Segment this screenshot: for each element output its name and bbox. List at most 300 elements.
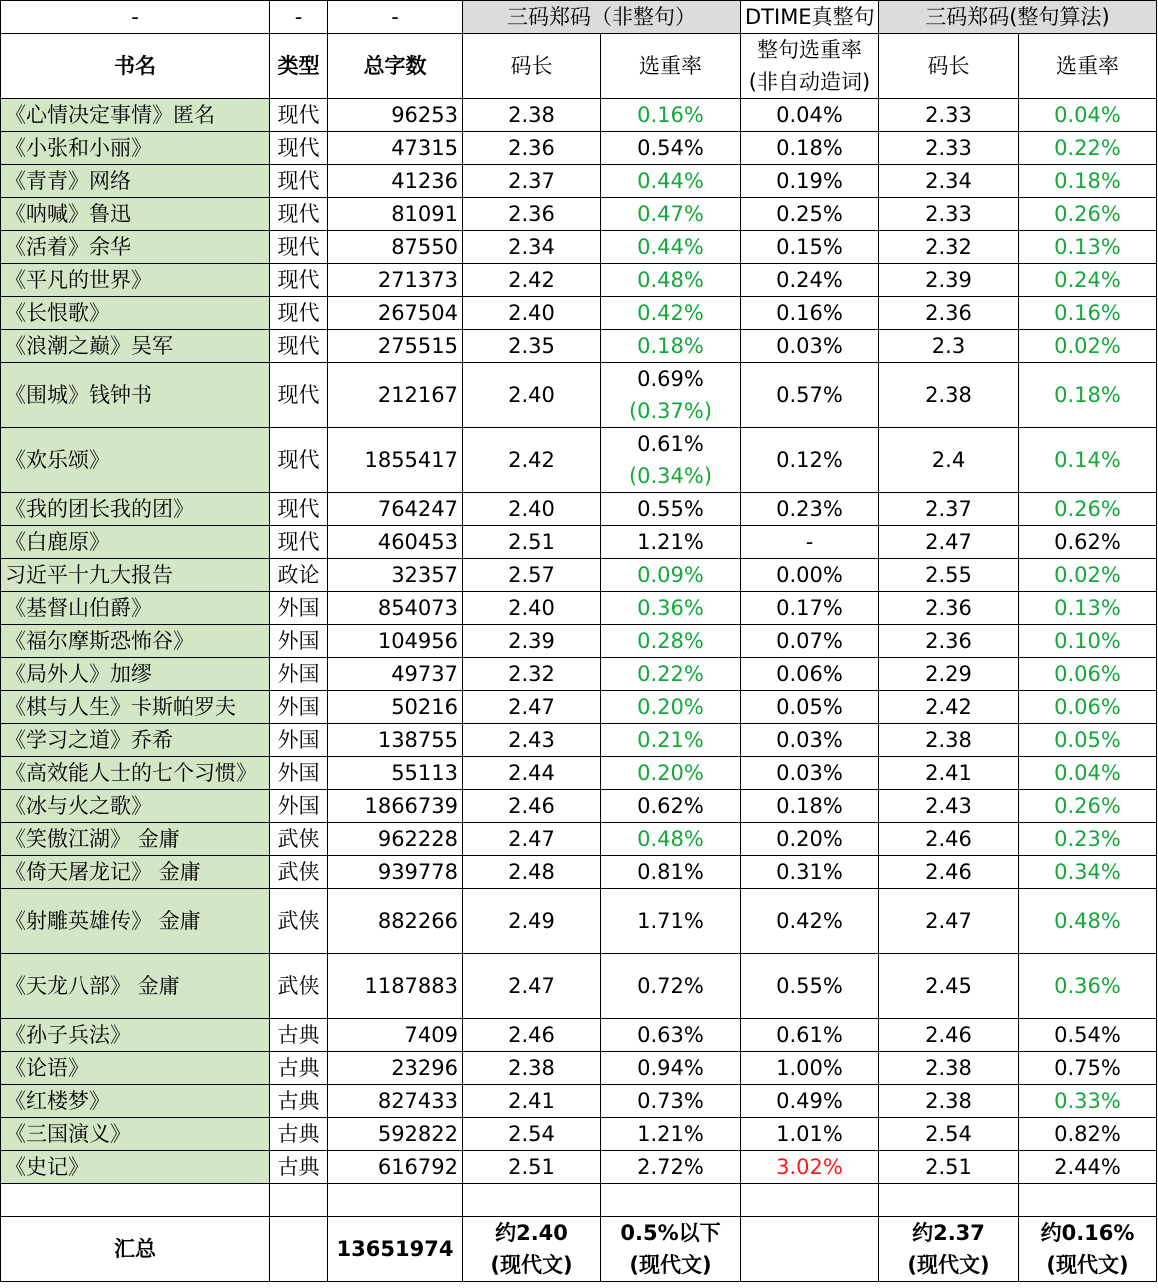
repeat-rate-value: 0.81% bbox=[637, 860, 704, 884]
repeat-rate-cell bbox=[601, 592, 741, 625]
code-length-sentence-cell: 2.37 bbox=[879, 493, 1019, 526]
group-header-dtime: DTIME真整句 bbox=[741, 1, 879, 34]
table-body bbox=[1, 99, 1157, 1184]
repeat-rate-sentence-cell: 0.48% bbox=[1019, 889, 1157, 954]
repeat-rate-value: 0.72% bbox=[637, 974, 704, 998]
code-length-cell: 2.38 bbox=[463, 1052, 601, 1085]
dtime-rate-cell: 3.02% bbox=[741, 1151, 879, 1184]
book-name-cell: 《论语》 bbox=[1, 1052, 270, 1085]
header-repeat-rate: 选重率 bbox=[601, 34, 741, 99]
type-cell: 现代 bbox=[270, 428, 328, 493]
table-row bbox=[1, 132, 1157, 165]
code-length-sentence-cell: 2.46 bbox=[879, 823, 1019, 856]
char-count-cell: 32357 bbox=[328, 559, 463, 592]
table-row bbox=[1, 691, 1157, 724]
code-length-sentence-cell: 2.38 bbox=[879, 1085, 1019, 1118]
code-length-sentence-cell: 2.3 bbox=[879, 330, 1019, 363]
dtime-rate-cell: 0.17% bbox=[741, 592, 879, 625]
book-name-cell: 《天龙八部》 金庸 bbox=[1, 954, 270, 1019]
book-name-cell: 《倚天屠龙记》 金庸 bbox=[1, 856, 270, 889]
code-length-sentence-cell: 2.36 bbox=[879, 625, 1019, 658]
code-length-cell: 2.57 bbox=[463, 559, 601, 592]
char-count-cell: 138755 bbox=[328, 724, 463, 757]
code-length-cell: 2.46 bbox=[463, 1019, 601, 1052]
repeat-rate-cell bbox=[601, 757, 741, 790]
dtime-rate-cell: 0.55% bbox=[741, 954, 879, 1019]
char-count-cell: 267504 bbox=[328, 297, 463, 330]
type-cell: 外国 bbox=[270, 724, 328, 757]
code-length-cell: 2.47 bbox=[463, 691, 601, 724]
dtime-rate-cell: 0.00% bbox=[741, 559, 879, 592]
table-row bbox=[1, 198, 1157, 231]
code-length-cell: 2.40 bbox=[463, 592, 601, 625]
summary-code-length-note: (现代文) bbox=[490, 1253, 573, 1277]
code-length-cell: 2.37 bbox=[463, 165, 601, 198]
table-row bbox=[1, 954, 1157, 1019]
repeat-rate-cell bbox=[601, 493, 741, 526]
type-cell: 现代 bbox=[270, 526, 328, 559]
char-count-cell: 104956 bbox=[328, 625, 463, 658]
book-name-cell: 《射雕英雄传》 金庸 bbox=[1, 889, 270, 954]
table-row bbox=[1, 493, 1157, 526]
table-row bbox=[1, 264, 1157, 297]
char-count-cell: 96253 bbox=[328, 99, 463, 132]
type-cell: 外国 bbox=[270, 658, 328, 691]
code-length-sentence-cell: 2.38 bbox=[879, 363, 1019, 428]
table-row bbox=[1, 790, 1157, 823]
table-row bbox=[1, 856, 1157, 889]
table-row bbox=[1, 559, 1157, 592]
book-name-cell: 《笑傲江湖》 金庸 bbox=[1, 823, 270, 856]
top-header-col2: - bbox=[270, 1, 328, 34]
repeat-rate-sentence-cell: 0.06% bbox=[1019, 658, 1157, 691]
table-row bbox=[1, 592, 1157, 625]
char-count-cell: 23296 bbox=[328, 1052, 463, 1085]
dtime-rate-cell: 0.03% bbox=[741, 724, 879, 757]
header-code-length-sentence: 码长 bbox=[879, 34, 1019, 99]
table-row bbox=[1, 724, 1157, 757]
code-length-sentence-cell: 2.55 bbox=[879, 559, 1019, 592]
code-length-cell: 2.46 bbox=[463, 790, 601, 823]
char-count-cell: 882266 bbox=[328, 889, 463, 954]
summary-dtime bbox=[741, 1217, 879, 1282]
repeat-rate-cell bbox=[601, 428, 741, 493]
code-length-sentence-cell: 2.39 bbox=[879, 264, 1019, 297]
repeat-rate-sentence-cell: 0.06% bbox=[1019, 691, 1157, 724]
char-count-cell: 962228 bbox=[328, 823, 463, 856]
repeat-rate-value: 0.22% bbox=[637, 662, 704, 686]
repeat-rate-sentence-cell: 2.44% bbox=[1019, 1151, 1157, 1184]
repeat-rate-value: 0.55% bbox=[637, 497, 704, 521]
code-length-cell: 2.42 bbox=[463, 428, 601, 493]
repeat-rate-value: 0.48% bbox=[637, 827, 704, 851]
char-count-cell: 854073 bbox=[328, 592, 463, 625]
dtime-rate-cell: 0.18% bbox=[741, 132, 879, 165]
table-row bbox=[1, 1019, 1157, 1052]
type-cell: 古典 bbox=[270, 1085, 328, 1118]
code-length-cell: 2.54 bbox=[463, 1118, 601, 1151]
book-name-cell: 《福尔摩斯恐怖谷》 bbox=[1, 625, 270, 658]
type-cell: 古典 bbox=[270, 1052, 328, 1085]
repeat-rate-cell bbox=[601, 1085, 741, 1118]
repeat-rate-cell bbox=[601, 823, 741, 856]
type-cell: 现代 bbox=[270, 198, 328, 231]
repeat-rate-cell bbox=[601, 165, 741, 198]
code-length-sentence-cell: 2.34 bbox=[879, 165, 1019, 198]
type-cell: 现代 bbox=[270, 330, 328, 363]
char-count-cell: 827433 bbox=[328, 1085, 463, 1118]
repeat-rate-value: 0.20% bbox=[637, 695, 704, 719]
type-cell: 古典 bbox=[270, 1151, 328, 1184]
repeat-rate-value: 0.47% bbox=[637, 202, 704, 226]
empty-cell bbox=[741, 1184, 879, 1217]
top-header-col3: - bbox=[328, 1, 463, 34]
book-name-cell: 《史记》 bbox=[1, 1151, 270, 1184]
code-length-sentence-cell: 2.51 bbox=[879, 1151, 1019, 1184]
repeat-rate-sentence-cell: 0.04% bbox=[1019, 99, 1157, 132]
type-cell: 外国 bbox=[270, 757, 328, 790]
repeat-rate-cell bbox=[601, 264, 741, 297]
repeat-rate-value: 0.69% bbox=[637, 367, 704, 391]
repeat-rate-value: 0.36% bbox=[637, 596, 704, 620]
type-cell: 古典 bbox=[270, 1118, 328, 1151]
header-char-count: 总字数 bbox=[328, 34, 463, 99]
type-cell: 现代 bbox=[270, 493, 328, 526]
repeat-rate-cell bbox=[601, 198, 741, 231]
type-cell: 政论 bbox=[270, 559, 328, 592]
code-length-cell: 2.34 bbox=[463, 231, 601, 264]
repeat-rate-value: 0.48% bbox=[637, 268, 704, 292]
code-length-cell: 2.36 bbox=[463, 132, 601, 165]
book-name-cell: 《小张和小丽》 bbox=[1, 132, 270, 165]
type-cell: 古典 bbox=[270, 1019, 328, 1052]
code-length-sentence-cell: 2.46 bbox=[879, 856, 1019, 889]
book-name-cell: 《白鹿原》 bbox=[1, 526, 270, 559]
repeat-rate-value: 2.72% bbox=[637, 1155, 704, 1179]
repeat-rate-value: 1.71% bbox=[637, 909, 704, 933]
code-length-cell: 2.47 bbox=[463, 823, 601, 856]
code-length-cell: 2.40 bbox=[463, 297, 601, 330]
book-name-cell: 《呐喊》鲁迅 bbox=[1, 198, 270, 231]
repeat-rate-cell bbox=[601, 297, 741, 330]
code-length-sentence-cell: 2.46 bbox=[879, 1019, 1019, 1052]
char-count-cell: 47315 bbox=[328, 132, 463, 165]
type-cell: 现代 bbox=[270, 165, 328, 198]
repeat-rate-sentence-cell: 0.23% bbox=[1019, 823, 1157, 856]
dtime-rate-cell: - bbox=[741, 526, 879, 559]
char-count-cell: 592822 bbox=[328, 1118, 463, 1151]
code-length-cell: 2.51 bbox=[463, 526, 601, 559]
book-name-cell: 《活着》余华 bbox=[1, 231, 270, 264]
repeat-rate-cell bbox=[601, 625, 741, 658]
repeat-rate-sentence-cell: 0.18% bbox=[1019, 363, 1157, 428]
code-length-cell: 2.40 bbox=[463, 493, 601, 526]
char-count-cell: 7409 bbox=[328, 1019, 463, 1052]
type-cell: 武侠 bbox=[270, 823, 328, 856]
repeat-rate-value: 0.28% bbox=[637, 629, 704, 653]
char-count-cell: 81091 bbox=[328, 198, 463, 231]
book-name-cell: 习近平十九大报告 bbox=[1, 559, 270, 592]
table-row bbox=[1, 625, 1157, 658]
empty-cell bbox=[1019, 1184, 1157, 1217]
repeat-rate-cell bbox=[601, 724, 741, 757]
table-row bbox=[1, 526, 1157, 559]
repeat-rate-sentence-cell: 0.16% bbox=[1019, 297, 1157, 330]
repeat-rate-cell bbox=[601, 1118, 741, 1151]
book-name-cell: 《欢乐颂》 bbox=[1, 428, 270, 493]
book-name-cell: 《三国演义》 bbox=[1, 1118, 270, 1151]
code-length-sentence-cell: 2.38 bbox=[879, 724, 1019, 757]
table-row bbox=[1, 165, 1157, 198]
summary-repeat-rate-sentence-note: (现代文) bbox=[1046, 1253, 1129, 1277]
repeat-rate-value: 0.21% bbox=[637, 728, 704, 752]
char-count-cell: 50216 bbox=[328, 691, 463, 724]
summary-repeat-rate bbox=[601, 1217, 741, 1282]
repeat-rate-value: 0.16% bbox=[637, 103, 704, 127]
repeat-rate-cell bbox=[601, 231, 741, 264]
repeat-rate-sentence-cell: 0.62% bbox=[1019, 526, 1157, 559]
summary-repeat-rate-sentence-value: 约0.16% bbox=[1040, 1221, 1135, 1245]
book-name-cell: 《围城》钱钟书 bbox=[1, 363, 270, 428]
repeat-rate-sentence-cell: 0.36% bbox=[1019, 954, 1157, 1019]
summary-code-length-sentence-note: (现代文) bbox=[907, 1253, 990, 1277]
empty-cell bbox=[270, 1184, 328, 1217]
repeat-rate-sentence-cell: 0.14% bbox=[1019, 428, 1157, 493]
header-dtime-line2: (非自动造词) bbox=[748, 70, 871, 94]
type-cell: 现代 bbox=[270, 363, 328, 428]
code-length-sentence-cell: 2.38 bbox=[879, 1052, 1019, 1085]
repeat-rate-alt-value: (0.34%) bbox=[628, 464, 713, 488]
type-cell: 武侠 bbox=[270, 954, 328, 1019]
repeat-rate-sentence-cell: 0.22% bbox=[1019, 132, 1157, 165]
table-row bbox=[1, 889, 1157, 954]
code-length-sentence-cell: 2.36 bbox=[879, 297, 1019, 330]
repeat-rate-cell bbox=[601, 856, 741, 889]
type-cell: 外国 bbox=[270, 790, 328, 823]
repeat-rate-cell bbox=[601, 363, 741, 428]
repeat-rate-sentence-cell: 0.34% bbox=[1019, 856, 1157, 889]
repeat-rate-value: 1.21% bbox=[637, 530, 704, 554]
empty-cell bbox=[463, 1184, 601, 1217]
type-cell: 现代 bbox=[270, 264, 328, 297]
code-length-cell: 2.47 bbox=[463, 954, 601, 1019]
header-book-name: 书名 bbox=[1, 34, 270, 99]
code-length-sentence-cell: 2.47 bbox=[879, 889, 1019, 954]
dtime-rate-cell: 0.25% bbox=[741, 198, 879, 231]
code-length-cell: 2.40 bbox=[463, 363, 601, 428]
repeat-rate-value: 0.44% bbox=[637, 169, 704, 193]
table-row bbox=[1, 99, 1157, 132]
book-name-cell: 《棋与人生》卡斯帕罗夫 bbox=[1, 691, 270, 724]
char-count-cell: 41236 bbox=[328, 165, 463, 198]
char-count-cell: 939778 bbox=[328, 856, 463, 889]
book-name-cell: 《我的团长我的团》 bbox=[1, 493, 270, 526]
type-cell: 外国 bbox=[270, 691, 328, 724]
book-name-cell: 《浪潮之巅》吴军 bbox=[1, 330, 270, 363]
code-length-cell: 2.41 bbox=[463, 1085, 601, 1118]
dtime-rate-cell: 0.57% bbox=[741, 363, 879, 428]
code-length-sentence-cell: 2.45 bbox=[879, 954, 1019, 1019]
top-header-row bbox=[1, 1, 1157, 34]
char-count-cell: 1855417 bbox=[328, 428, 463, 493]
table-row bbox=[1, 297, 1157, 330]
repeat-rate-sentence-cell: 0.33% bbox=[1019, 1085, 1157, 1118]
book-name-cell: 《学习之道》乔希 bbox=[1, 724, 270, 757]
repeat-rate-value: 0.42% bbox=[637, 301, 704, 325]
code-length-sentence-cell: 2.36 bbox=[879, 592, 1019, 625]
summary-row bbox=[1, 1217, 1157, 1282]
repeat-rate-cell bbox=[601, 559, 741, 592]
table-row bbox=[1, 757, 1157, 790]
table-row bbox=[1, 428, 1157, 493]
dtime-rate-cell: 0.16% bbox=[741, 297, 879, 330]
repeat-rate-cell bbox=[601, 330, 741, 363]
book-name-cell: 《青青》网络 bbox=[1, 165, 270, 198]
repeat-rate-sentence-cell: 0.02% bbox=[1019, 330, 1157, 363]
char-count-cell: 275515 bbox=[328, 330, 463, 363]
header-dtime-rate bbox=[741, 34, 879, 99]
empty-cell bbox=[1, 1184, 270, 1217]
code-length-cell: 2.35 bbox=[463, 330, 601, 363]
type-cell: 外国 bbox=[270, 625, 328, 658]
empty-row bbox=[1, 1184, 1157, 1217]
empty-cell bbox=[601, 1184, 741, 1217]
type-cell: 现代 bbox=[270, 132, 328, 165]
repeat-rate-value: 1.21% bbox=[637, 1122, 704, 1146]
code-length-sentence-cell: 2.29 bbox=[879, 658, 1019, 691]
repeat-rate-value: 0.54% bbox=[637, 136, 704, 160]
repeat-rate-sentence-cell: 0.82% bbox=[1019, 1118, 1157, 1151]
code-length-sentence-cell: 2.33 bbox=[879, 198, 1019, 231]
code-length-cell: 2.38 bbox=[463, 99, 601, 132]
repeat-rate-value: 0.62% bbox=[637, 794, 704, 818]
column-header-row bbox=[1, 34, 1157, 99]
code-length-sentence-cell: 2.4 bbox=[879, 428, 1019, 493]
code-length-sentence-cell: 2.41 bbox=[879, 757, 1019, 790]
dtime-rate-cell: 0.20% bbox=[741, 823, 879, 856]
dtime-rate-cell: 0.06% bbox=[741, 658, 879, 691]
repeat-rate-sentence-cell: 0.18% bbox=[1019, 165, 1157, 198]
book-name-cell: 《平凡的世界》 bbox=[1, 264, 270, 297]
code-length-sentence-cell: 2.43 bbox=[879, 790, 1019, 823]
table-row bbox=[1, 1052, 1157, 1085]
dtime-rate-cell: 0.18% bbox=[741, 790, 879, 823]
char-count-cell: 764247 bbox=[328, 493, 463, 526]
repeat-rate-value: 0.61% bbox=[637, 432, 704, 456]
type-cell: 武侠 bbox=[270, 856, 328, 889]
repeat-rate-cell bbox=[601, 99, 741, 132]
type-cell: 现代 bbox=[270, 231, 328, 264]
char-count-cell: 212167 bbox=[328, 363, 463, 428]
book-name-cell: 《心情决定事情》匿名 bbox=[1, 99, 270, 132]
book-name-cell: 《红楼梦》 bbox=[1, 1085, 270, 1118]
summary-code-length-sentence bbox=[879, 1217, 1019, 1282]
repeat-rate-sentence-cell: 0.10% bbox=[1019, 625, 1157, 658]
summary-code-length-value: 约2.40 bbox=[495, 1221, 568, 1245]
summary-label: 汇总 bbox=[1, 1217, 270, 1282]
repeat-rate-sentence-cell: 0.04% bbox=[1019, 757, 1157, 790]
char-count-cell: 460453 bbox=[328, 526, 463, 559]
code-length-sentence-cell: 2.47 bbox=[879, 526, 1019, 559]
dtime-rate-cell: 0.31% bbox=[741, 856, 879, 889]
table-row bbox=[1, 1151, 1157, 1184]
repeat-rate-cell bbox=[601, 526, 741, 559]
repeat-rate-sentence-cell: 0.75% bbox=[1019, 1052, 1157, 1085]
dtime-rate-cell: 0.15% bbox=[741, 231, 879, 264]
group-header-sanma: 三码郑码（非整句） bbox=[463, 1, 741, 34]
table-row bbox=[1, 1118, 1157, 1151]
empty-cell bbox=[879, 1184, 1019, 1217]
summary-repeat-rate-value: 0.5%以下 bbox=[620, 1221, 721, 1245]
dtime-rate-cell: 0.05% bbox=[741, 691, 879, 724]
repeat-rate-alt-value: (0.37%) bbox=[628, 399, 713, 423]
book-name-cell: 《长恨歌》 bbox=[1, 297, 270, 330]
header-type: 类型 bbox=[270, 34, 328, 99]
code-length-cell: 2.49 bbox=[463, 889, 601, 954]
book-name-cell: 《基督山伯爵》 bbox=[1, 592, 270, 625]
code-length-cell: 2.43 bbox=[463, 724, 601, 757]
summary-char-count: 13651974 bbox=[328, 1217, 463, 1282]
type-cell: 武侠 bbox=[270, 889, 328, 954]
type-cell: 现代 bbox=[270, 297, 328, 330]
repeat-rate-sentence-cell: 0.24% bbox=[1019, 264, 1157, 297]
code-length-cell: 2.42 bbox=[463, 264, 601, 297]
table-row bbox=[1, 658, 1157, 691]
summary-repeat-rate-sentence bbox=[1019, 1217, 1157, 1282]
repeat-rate-value: 0.73% bbox=[637, 1089, 704, 1113]
repeat-rate-value: 0.09% bbox=[637, 563, 704, 587]
code-length-sentence-cell: 2.33 bbox=[879, 99, 1019, 132]
top-header-col1: - bbox=[1, 1, 270, 34]
table-row bbox=[1, 231, 1157, 264]
dtime-rate-cell: 0.12% bbox=[741, 428, 879, 493]
repeat-rate-value: 0.94% bbox=[637, 1056, 704, 1080]
code-length-cell: 2.51 bbox=[463, 1151, 601, 1184]
repeat-rate-cell bbox=[601, 658, 741, 691]
dtime-rate-cell: 0.04% bbox=[741, 99, 879, 132]
table-row bbox=[1, 363, 1157, 428]
repeat-rate-sentence-cell: 0.26% bbox=[1019, 790, 1157, 823]
dtime-rate-cell: 0.23% bbox=[741, 493, 879, 526]
book-name-cell: 《冰与火之歌》 bbox=[1, 790, 270, 823]
summary-code-length-sentence-value: 约2.37 bbox=[912, 1221, 985, 1245]
header-repeat-rate-sentence: 选重率 bbox=[1019, 34, 1157, 99]
dtime-rate-cell: 0.49% bbox=[741, 1085, 879, 1118]
repeat-rate-sentence-cell: 0.13% bbox=[1019, 592, 1157, 625]
char-count-cell: 1187883 bbox=[328, 954, 463, 1019]
code-length-cell: 2.36 bbox=[463, 198, 601, 231]
repeat-rate-value: 0.20% bbox=[637, 761, 704, 785]
repeat-rate-cell bbox=[601, 954, 741, 1019]
type-cell: 外国 bbox=[270, 592, 328, 625]
repeat-rate-sentence-cell: 0.54% bbox=[1019, 1019, 1157, 1052]
dtime-rate-cell: 1.01% bbox=[741, 1118, 879, 1151]
repeat-rate-cell bbox=[601, 1151, 741, 1184]
repeat-rate-cell bbox=[601, 1019, 741, 1052]
repeat-rate-cell bbox=[601, 889, 741, 954]
repeat-rate-sentence-cell: 0.05% bbox=[1019, 724, 1157, 757]
type-cell: 现代 bbox=[270, 99, 328, 132]
dtime-rate-cell: 0.24% bbox=[741, 264, 879, 297]
repeat-rate-cell bbox=[601, 691, 741, 724]
dtime-rate-cell: 0.03% bbox=[741, 330, 879, 363]
group-header-sanma-sentence: 三码郑码(整句算法) bbox=[879, 1, 1157, 34]
repeat-rate-sentence-cell: 0.13% bbox=[1019, 231, 1157, 264]
summary-type bbox=[270, 1217, 328, 1282]
table-row bbox=[1, 823, 1157, 856]
char-count-cell: 87550 bbox=[328, 231, 463, 264]
code-length-sentence-cell: 2.42 bbox=[879, 691, 1019, 724]
